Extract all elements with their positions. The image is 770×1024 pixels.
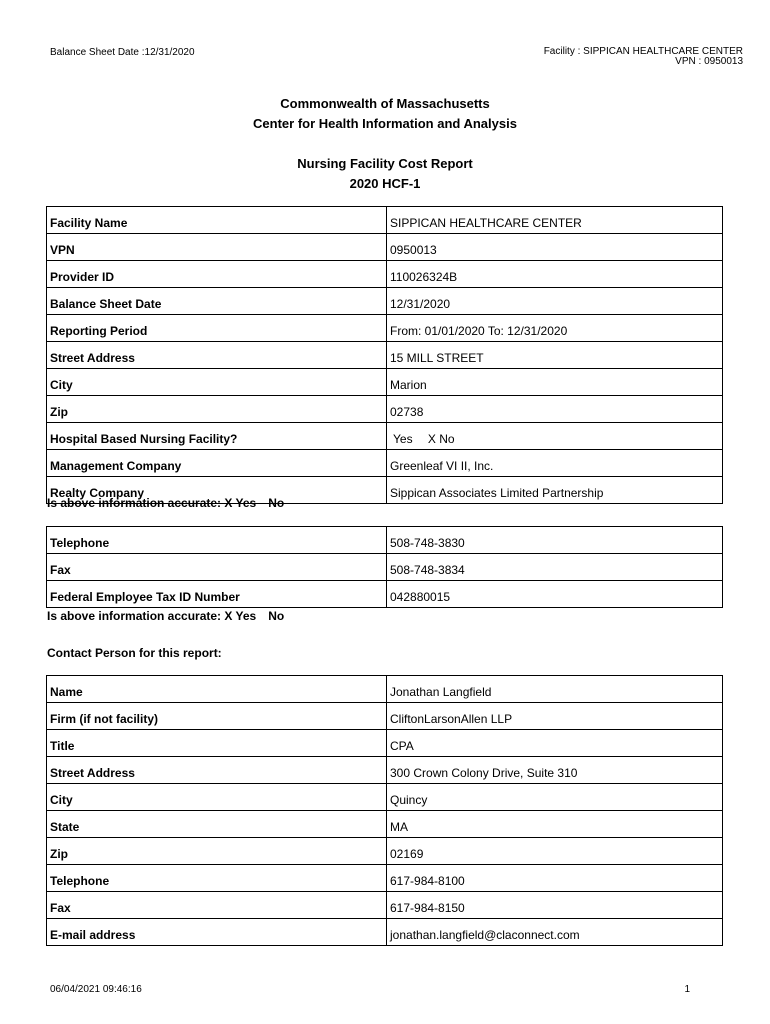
header-vpn: VPN : 0950013 [675, 56, 743, 67]
row-value: 617-984-8100 [387, 865, 723, 892]
answer-yes: Yes [393, 432, 413, 446]
table-row [47, 581, 723, 608]
table-row [47, 527, 723, 554]
row-label: Fax [47, 554, 387, 581]
table-row [47, 676, 723, 703]
row-value: 110026324B [387, 261, 723, 288]
table-row [47, 234, 723, 261]
row-label: Zip [47, 396, 387, 423]
row-value: CPA [387, 730, 723, 757]
row-value: 12/31/2020 [387, 288, 723, 315]
contact-person-heading: Contact Person for this report: [47, 646, 222, 660]
row-value: 15 MILL STREET [387, 342, 723, 369]
title-line-4: 2020 HCF-1 [349, 176, 421, 191]
row-label: Title [47, 730, 387, 757]
footer-timestamp: 06/04/2021 09:46:16 [50, 984, 142, 995]
contact-person-table [46, 675, 723, 946]
row-label: Realty Company [47, 477, 387, 504]
table-row [47, 423, 723, 450]
accuracy-note-2 [47, 609, 284, 623]
title-line-1: Commonwealth of Massachusetts [280, 96, 490, 111]
table-row [47, 261, 723, 288]
row-label: Facility Name [47, 207, 387, 234]
row-value: SIPPICAN HEALTHCARE CENTER [387, 207, 723, 234]
table-row [47, 369, 723, 396]
row-label: City [47, 369, 387, 396]
header-balance-sheet-date: Balance Sheet Date :12/31/2020 [50, 47, 195, 58]
row-value: 02169 [387, 838, 723, 865]
page-number: 1 [684, 984, 690, 995]
row-value: MA [387, 811, 723, 838]
row-value: From: 01/01/2020 To: 12/31/2020 [387, 315, 723, 342]
row-label: Telephone [47, 865, 387, 892]
facility-info-table [46, 206, 723, 504]
table-row [47, 703, 723, 730]
row-value: 0950013 [387, 234, 723, 261]
title-line-3: Nursing Facility Cost Report [297, 156, 473, 171]
answer-no: X No [427, 432, 455, 446]
row-label: Telephone [47, 527, 387, 554]
title-line-2: Center for Health Information and Analysis [253, 116, 517, 131]
row-label: City [47, 784, 387, 811]
accuracy-note-text: Is above information accurate: X Yes [47, 609, 257, 623]
table-row [47, 838, 723, 865]
row-label: Firm (if not facility) [47, 703, 387, 730]
contact-info-table [46, 526, 723, 608]
row-value: CliftonLarsonAllen LLP [387, 703, 723, 730]
table-row [47, 919, 723, 946]
accuracy-note-no: No [268, 496, 285, 510]
table-row [47, 207, 723, 234]
row-label: Street Address [47, 757, 387, 784]
report-title [0, 94, 770, 194]
row-value: 617-984-8150 [387, 892, 723, 919]
row-label: State [47, 811, 387, 838]
accuracy-note-1 [47, 496, 284, 510]
table-row [47, 396, 723, 423]
row-label: E-mail address [47, 919, 387, 946]
hospital-based-answer [387, 423, 723, 450]
table-row [47, 450, 723, 477]
row-label: Zip [47, 838, 387, 865]
row-label: Reporting Period [47, 315, 387, 342]
table-row [47, 288, 723, 315]
table-row [47, 730, 723, 757]
row-label: Fax [47, 892, 387, 919]
row-label: Management Company [47, 450, 387, 477]
row-value: 02738 [387, 396, 723, 423]
row-value: Sippican Associates Limited Partnership [387, 477, 723, 504]
table-row [47, 315, 723, 342]
table-row [47, 892, 723, 919]
row-value: Jonathan Langfield [387, 676, 723, 703]
row-value: Greenleaf VI II, Inc. [387, 450, 723, 477]
header-facility: Facility : SIPPICAN HEALTHCARE CENTER [543, 46, 743, 57]
row-value: 300 Crown Colony Drive, Suite 310 [387, 757, 723, 784]
table-row [47, 865, 723, 892]
table-row [47, 757, 723, 784]
row-label: Name [47, 676, 387, 703]
row-label: Street Address [47, 342, 387, 369]
row-value: 508-748-3830 [387, 527, 723, 554]
row-value: 508-748-3834 [387, 554, 723, 581]
row-label: Provider ID [47, 261, 387, 288]
row-label: Hospital Based Nursing Facility? [47, 423, 387, 450]
table-row [47, 554, 723, 581]
row-value: jonathan.langfield@claconnect.com [387, 919, 723, 946]
row-label: Federal Employee Tax ID Number [47, 581, 387, 608]
row-label: VPN [47, 234, 387, 261]
accuracy-note-text: Is above information accurate: X Yes [47, 496, 257, 510]
accuracy-note-no: No [268, 609, 285, 623]
row-label: Balance Sheet Date [47, 288, 387, 315]
table-row [47, 811, 723, 838]
table-row [47, 342, 723, 369]
row-value: Quincy [387, 784, 723, 811]
table-row [47, 784, 723, 811]
row-value: Marion [387, 369, 723, 396]
header-facility-info [544, 47, 743, 67]
row-value: 042880015 [387, 581, 723, 608]
